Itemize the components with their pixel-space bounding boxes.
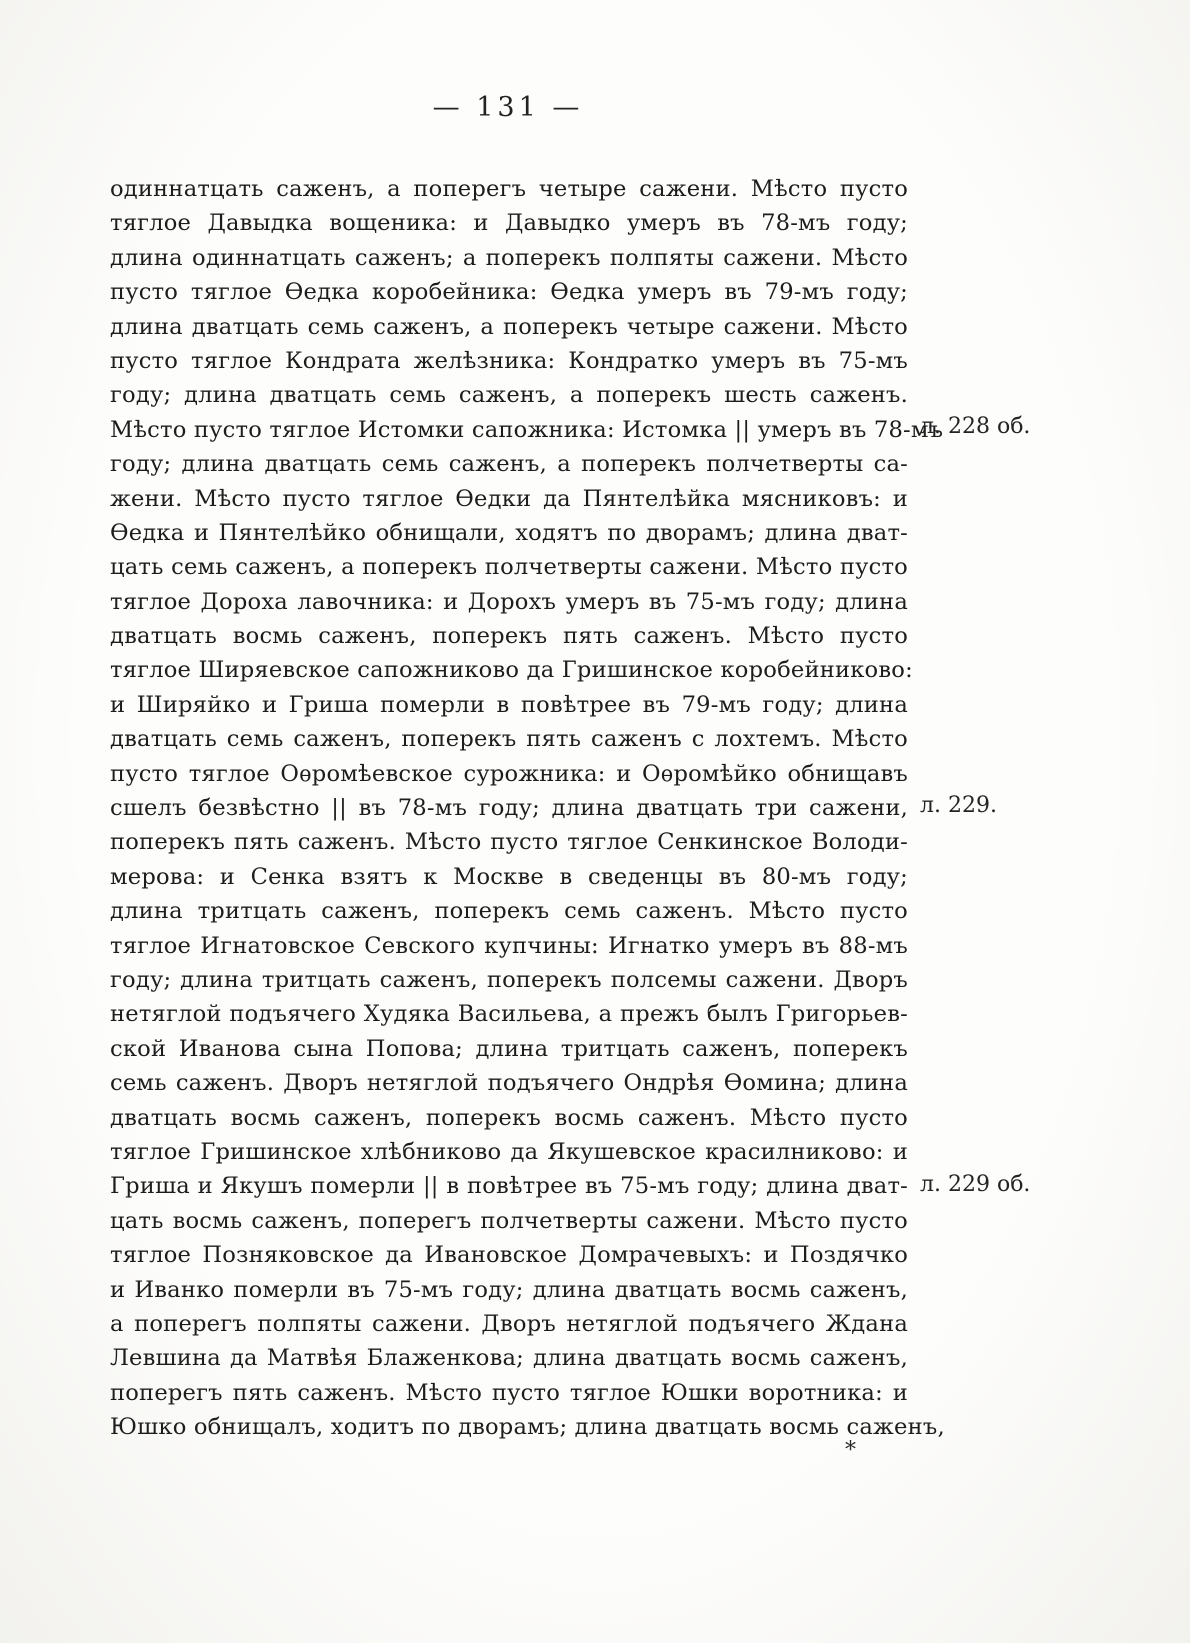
- text-line: а поперегъ полпяты сажени. Дворъ нетяглой подъячего Ждана: [110, 1310, 908, 1337]
- text-line: пусто тяглое Кондрата желѣзника: Кондратко умеръ въ 75-мъ: [110, 347, 908, 374]
- text-line: тяглое Игнатовское Севского купчины: Игнатко умеръ въ 88-мъ: [110, 932, 908, 959]
- page-number: — 131 —: [432, 92, 584, 123]
- text-line: длина тритцать саженъ, поперекъ семь саженъ. Мѣсто пусто: [110, 898, 908, 925]
- text-line: жени. Мѣсто пусто тяглое Ѳедки да Пянтелѣйка мясниковъ: и: [110, 485, 908, 512]
- text-line: тяглое Гришинское хлѣбниково да Якушевское красилниково: и: [110, 1138, 908, 1165]
- text-line: Юшко обнищалъ, ходитъ по дворамъ; длина дватцать восмь саженъ,: [110, 1414, 945, 1441]
- text-line: мерова: и Сенка взятъ к Москве в сведенцы въ 80-мъ году;: [110, 863, 908, 890]
- text-line: ской Иванова сына Попова; длина тритцать саженъ, поперекъ: [110, 1035, 908, 1062]
- text-line: длина одиннатцать саженъ; а поперекъ полпяты сажени. Мѣсто: [110, 244, 908, 271]
- text-line: поперегъ пять саженъ. Мѣсто пусто тяглое Юшки воротника: и: [110, 1379, 908, 1406]
- text-line: году; длина дватцать семь саженъ, а поперекъ полчетверты са-: [110, 451, 908, 478]
- text-line: Мѣсто пусто тяглое Истомки сапожника: Истомка || умеръ въ 78-мъ: [110, 416, 944, 443]
- text-line: тяглое Ширяевское сапожниково да Гришинское коробейниково:: [110, 657, 913, 684]
- text-line: сшелъ безвѣстно || въ 78-мъ году; длина дватцать три сажени,: [110, 795, 908, 822]
- text-line: и Ширяйко и Гриша померли в повѣтрее въ 79-мъ году; длина: [110, 691, 908, 718]
- footnote-asterisk: *: [845, 1438, 856, 1463]
- text-line: и Иванко померли въ 75-мъ году; длина дватцать восмь саженъ,: [110, 1276, 908, 1303]
- body-text-block: [110, 172, 945, 1444]
- text-line: тяглое Давыдка вощеника: и Давыдко умеръ въ 78-мъ году;: [110, 210, 908, 237]
- text-line: цать восмь саженъ, поперегъ полчетверты сажени. Мѣсто пусто: [110, 1207, 908, 1234]
- text-line: году; длина тритцать саженъ, поперекъ полсемы сажени. Дворъ: [110, 966, 908, 993]
- text-line: тяглое Позняковское да Ивановское Домрачевыхъ: и Поздячко: [110, 1242, 908, 1269]
- text-line: дватцать семь саженъ, поперекъ пять саженъ с лохтемъ. Мѣсто: [110, 726, 908, 753]
- text-line: году; длина дватцать семь саженъ, а поперекъ шесть саженъ.: [110, 382, 908, 409]
- text-line: дватцать восмь саженъ, поперекъ восмь саженъ. Мѣсто пусто: [110, 1104, 908, 1131]
- margin-note-folio-229v: л. 229 об.: [920, 1172, 1031, 1197]
- text-line: тяглое Дороха лавочника: и Дорохъ умеръ въ 75-мъ году; длина: [110, 588, 908, 615]
- margin-note-folio-229: л. 229.: [920, 793, 997, 818]
- text-line: Левшина да Матвѣя Блаженкова; длина дватцать восмь саженъ,: [110, 1345, 908, 1372]
- margin-note-folio-228v: л. 228 об.: [920, 414, 1031, 439]
- text-line: поперекъ пять саженъ. Мѣсто пусто тяглое Сенкинское Володи-: [110, 829, 908, 856]
- text-line: нетяглой подъячего Худяка Васильева, а прежъ былъ Григорьев-: [110, 1001, 908, 1028]
- text-line: цать семь саженъ, а поперекъ полчетверты сажени. Мѣсто пусто: [110, 554, 908, 581]
- text-line: пусто тяглое Ѳедка коробейника: Ѳедка умеръ въ 79-мъ году;: [110, 279, 908, 306]
- text-line: семь саженъ. Дворъ нетяглой подъячего Ондрѣя Ѳомина; длина: [110, 1070, 908, 1097]
- text-line: одиннатцать саженъ, а поперегъ четыре сажени. Мѣсто пусто: [110, 176, 908, 202]
- text-line: Гриша и Якушъ померли || в повѣтрее въ 75-мъ году; длина дват-: [110, 1173, 908, 1200]
- text-line: длина дватцать семь саженъ, а поперекъ четыре сажени. Мѣсто: [110, 313, 908, 340]
- text-line: Ѳедка и Пянтелѣйко обнищали, ходятъ по дворамъ; длина дват-: [110, 519, 908, 546]
- text-line: дватцать восмь саженъ, поперекъ пять саженъ. Мѣсто пусто: [110, 623, 908, 650]
- text-line: пусто тяглое Оѳромѣевское сурожника: и Оѳромѣйко обнищавъ: [110, 760, 908, 787]
